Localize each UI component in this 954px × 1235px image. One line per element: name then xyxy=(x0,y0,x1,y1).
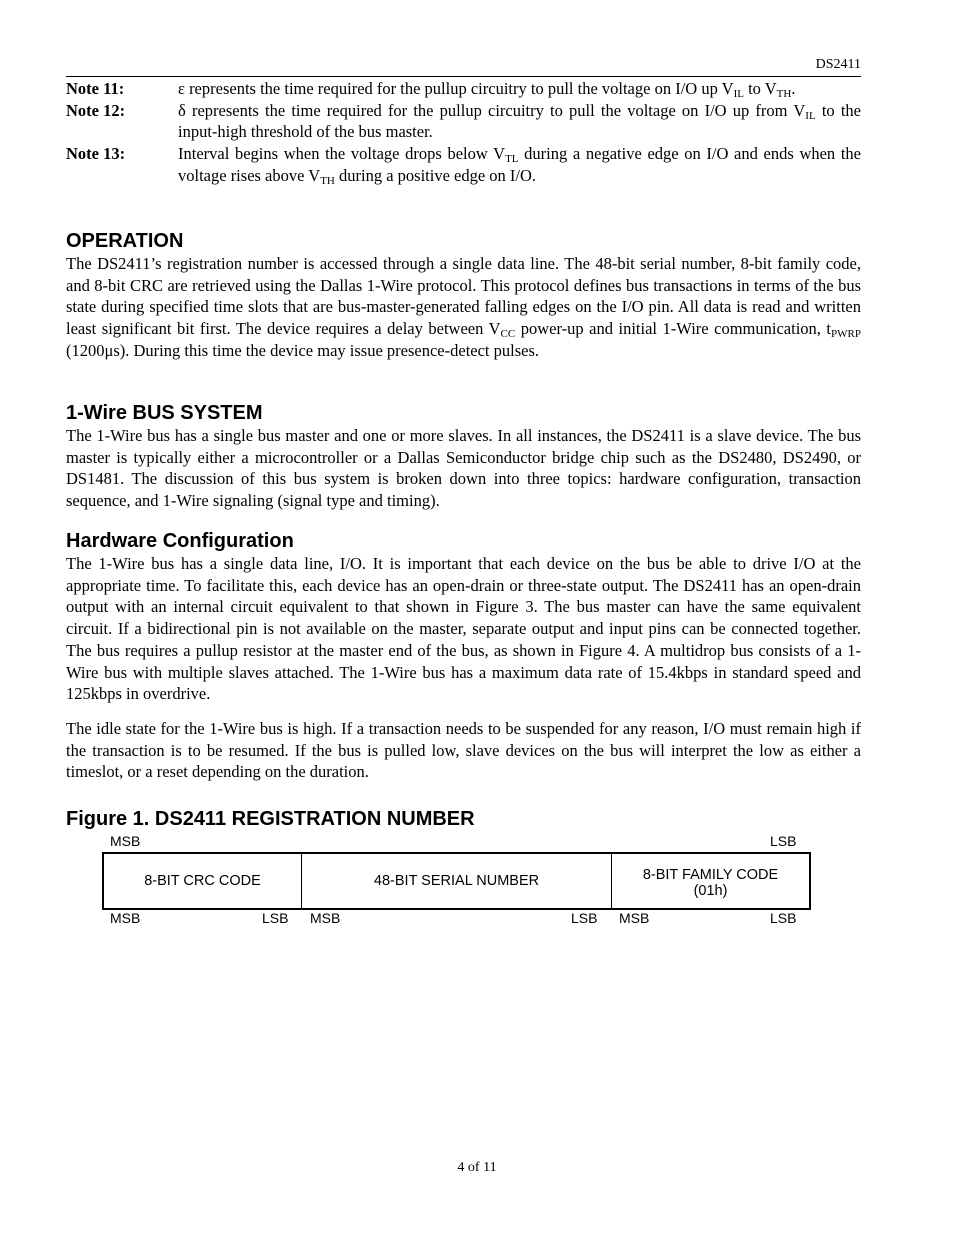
subscript: IL xyxy=(805,109,816,122)
subscript: CC xyxy=(500,328,516,341)
crc-code-cell xyxy=(104,854,302,908)
notes-list xyxy=(66,78,861,187)
note-label: Note 13: xyxy=(66,144,126,164)
lsb-label: LSB xyxy=(770,833,797,849)
cell-label: 8-BIT FAMILY CODE xyxy=(642,867,779,883)
note-text xyxy=(178,143,861,186)
section-heading: Hardware Configuration xyxy=(66,530,294,552)
section-paragraph: The 1-Wire bus has a single bus master and one or more slaves. In all instances, the DS2411 is a slave device. The bus master is typically either a microcontroller or a Dallas Semiconductor bridge chip such as the DS2480, DS2490, or DS1481. The discussion of this bus system is broken down into three topics: hardware configuration, transaction sequence, and 1-Wire signaling (signal type and timing). xyxy=(66,426,861,511)
subscript: IL xyxy=(733,88,744,100)
paragraph-part: The DS2411’s registration number is accessed through a single data line. The 48-bit serial number, 8-bit family code, and 8-bit CRC are retrieved using the Dallas 1-Wire protocol. This protocol defines bus transactions in terms of the bus state during specified time slots that are bus-master-generated falling edges on the I/O pin. All data is read and written least significant bit first. The device requires a delay between V xyxy=(66,254,861,339)
note-text xyxy=(178,100,861,143)
note-11 xyxy=(66,78,861,100)
cell-sublabel: (01h) xyxy=(693,883,728,899)
lsb-label: LSB xyxy=(571,910,598,926)
subscript: PWRP xyxy=(831,328,861,341)
cell-label: 48-BIT SERIAL NUMBER xyxy=(373,873,540,889)
note-text-part: Interval begins when the voltage drops below V xyxy=(178,144,506,164)
section-paragraph: The idle state for the 1-Wire bus is high. If a transaction needs to be suspended for any reason, I/O must remain high if the transaction is to be resumed. If the bus is pulled low, slave devices on the bus will interpret the low as either a timeslot, or a reset depending on the duration. xyxy=(66,718,861,782)
subscript: TH xyxy=(320,174,335,187)
note-label: Note 11: xyxy=(66,79,125,98)
note-text-part: represents the time required for the pullup circuitry to pull the voltage on I/O up from V xyxy=(185,100,806,120)
cell-label: 8-BIT CRC CODE xyxy=(144,873,261,889)
figure-title: Figure 1. DS2411 REGISTRATION NUMBER xyxy=(66,808,475,830)
header-rule xyxy=(66,76,861,77)
msb-label: MSB xyxy=(310,910,341,926)
note-12 xyxy=(66,100,861,143)
subscript: TL xyxy=(505,153,519,166)
page-number: 4 of 11 xyxy=(457,1160,497,1175)
section-operation xyxy=(66,229,861,362)
lsb-label: LSB xyxy=(770,910,797,926)
msb-label: MSB xyxy=(619,910,650,926)
note-text xyxy=(178,78,861,100)
section-heading: 1-Wire BUS SYSTEM xyxy=(66,402,263,424)
note-text-part: . xyxy=(791,79,796,98)
serial-number-cell xyxy=(302,854,612,908)
note-text-part: during a positive edge on I/O. xyxy=(334,165,537,185)
note-label: Note 12: xyxy=(66,100,126,120)
section-paragraph xyxy=(66,253,861,362)
epsilon-symbol: ε xyxy=(178,79,185,98)
note-text-part: to the input-high threshold of the bus master. xyxy=(178,100,861,142)
subscript: TH xyxy=(776,88,792,100)
document-id: DS2411 xyxy=(815,57,861,72)
note-text-part: during a negative edge on I/O and ends when the voltage rises above V xyxy=(178,144,861,185)
section-bus-system xyxy=(66,401,861,512)
msb-label: MSB xyxy=(110,910,141,926)
paragraph-part: (1200μs). During this time the device may issue presence-detect pulses. xyxy=(66,340,540,360)
section-hardware-configuration xyxy=(66,529,861,783)
note-text-part: to V xyxy=(743,79,777,98)
lsb-label: LSB xyxy=(262,910,289,926)
family-code-cell xyxy=(612,854,809,908)
delta-symbol: δ xyxy=(178,100,186,120)
paragraph-part: power-up and initial 1-Wire communication, t xyxy=(515,319,832,339)
registration-number-diagram xyxy=(102,852,811,910)
note-13 xyxy=(66,143,861,186)
note-text-part: represents the time required for the pullup circuitry to pull the voltage on I/O up V xyxy=(184,79,734,98)
section-paragraph: The 1-Wire bus has a single data line, I/O. It is important that each device on the bus be able to drive I/O at the appropriate time. To facilitate this, each device has an open-drain or three-state output. The DS2411 has an open-drain output with an internal circuit equivalent to that shown in Figure 3. The bus master can have the same equivalent circuit. If a bidirectional pin is not available on the master, separate output and input pins can be connected together. The bus requires a pullup resistor at the master end of the bus, as shown in Figure 4. A multidrop bus consists of a 1-Wire bus with multiple slaves attached. The 1-Wire bus has a maximum data rate of 15.4kbps in standard speed and 125kbps in overdrive. xyxy=(66,554,861,704)
section-heading: OPERATION xyxy=(66,230,184,252)
msb-label: MSB xyxy=(110,833,141,849)
